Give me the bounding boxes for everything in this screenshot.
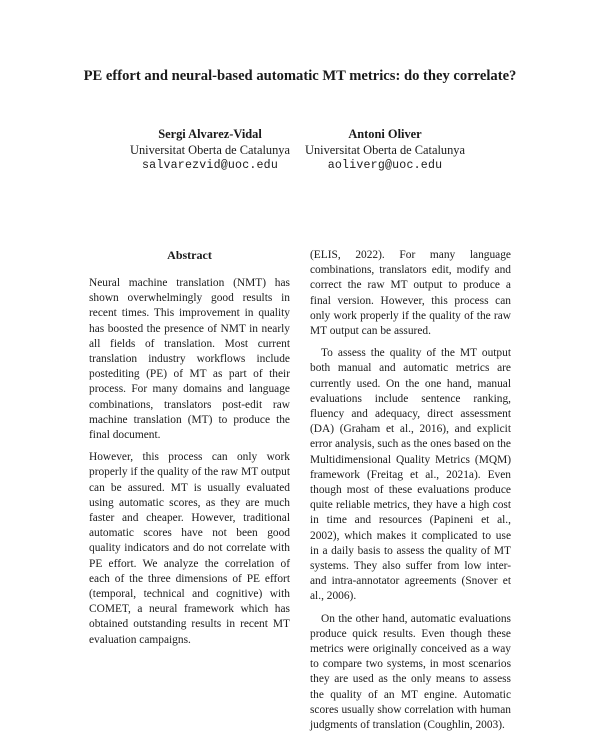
body-paragraph: (ELIS, 2022). For many language combinations, translators edit, modify and correct the raw MT output to produce a final version. However, this process can only work properly if the quality of the raw MT output can be assured. [310, 249, 511, 338]
author-name: Sergi Alvarez-Vidal [158, 127, 262, 141]
body-paragraph: To assess the quality of the MT output both manual and automatic metrics are currently used. On the one hand, manual evaluations include sentence ranking, fluency and adequacy, direct assessment (DA) (Graham et al., 2016), and explicit error analysis, such as the ones based on the Multidimensional Quality Metrics (MQM) framework (Freitag et al., 2021a). Even though most of these evaluations produce quite reliable metrics, they have a high cost in time and resources (Papineni et al., 2002), which makes it complicated to use in a daily basis to assess the quality of MT systems. They also suffer from low inter- and intra-annotator agreements (Snover et al., 2006). [310, 347, 511, 603]
author-block-2 [295, 127, 475, 174]
abstract-paragraph: However, this process can only work properly if the quality of the raw MT output can be assured. MT is usually evaluated using automatic scores, as they are much faster and cheaper. However, traditional automatic scores have not been good quality indicators and do not correlate with PE effort. We analyze the correlation of each of the three dimensions of PE effort (temporal, technical and cognitive) with COMET, a neural framework which has obtained outstanding results in recent MT evaluation campaigns. [89, 451, 290, 646]
author-block-1 [110, 127, 310, 174]
body-paragraph: On the other hand, automatic evaluations produce quick results. Even though these metrics were originally conceived as a way to compare two systems, in most scenarios they are used as the only means to assess the quality of an MT engine. Automatic scores usually show correlation with human judgments of translation (Coughlin, 2003). [310, 612, 511, 732]
author-affiliation: Universitat Oberta de Catalunya [130, 142, 290, 157]
author-name: Antoni Oliver [348, 127, 422, 141]
abstract-column [89, 248, 290, 655]
author-affiliation: Universitat Oberta de Catalunya [305, 142, 465, 157]
author-email: salvarezvid@uoc.edu [142, 159, 278, 172]
paper-title: PE effort and neural-based automatic MT metrics: do they correlate? [83, 68, 517, 84]
abstract-paragraph: Neural machine translation (NMT) has shown overwhelmingly good results in recent times. This improvement in quality has boosted the presence of NMT in nearly all fields of translation. Most current translation industry workflows include postediting (PE) of MT as part of their process. For many domains and language combinations, translators post-edit raw machine translation (MT) to produce the final document. [89, 277, 290, 442]
abstract-heading: Abstract [167, 248, 212, 262]
author-email: aoliverg@uoc.edu [327, 159, 443, 172]
body-column [310, 248, 511, 740]
